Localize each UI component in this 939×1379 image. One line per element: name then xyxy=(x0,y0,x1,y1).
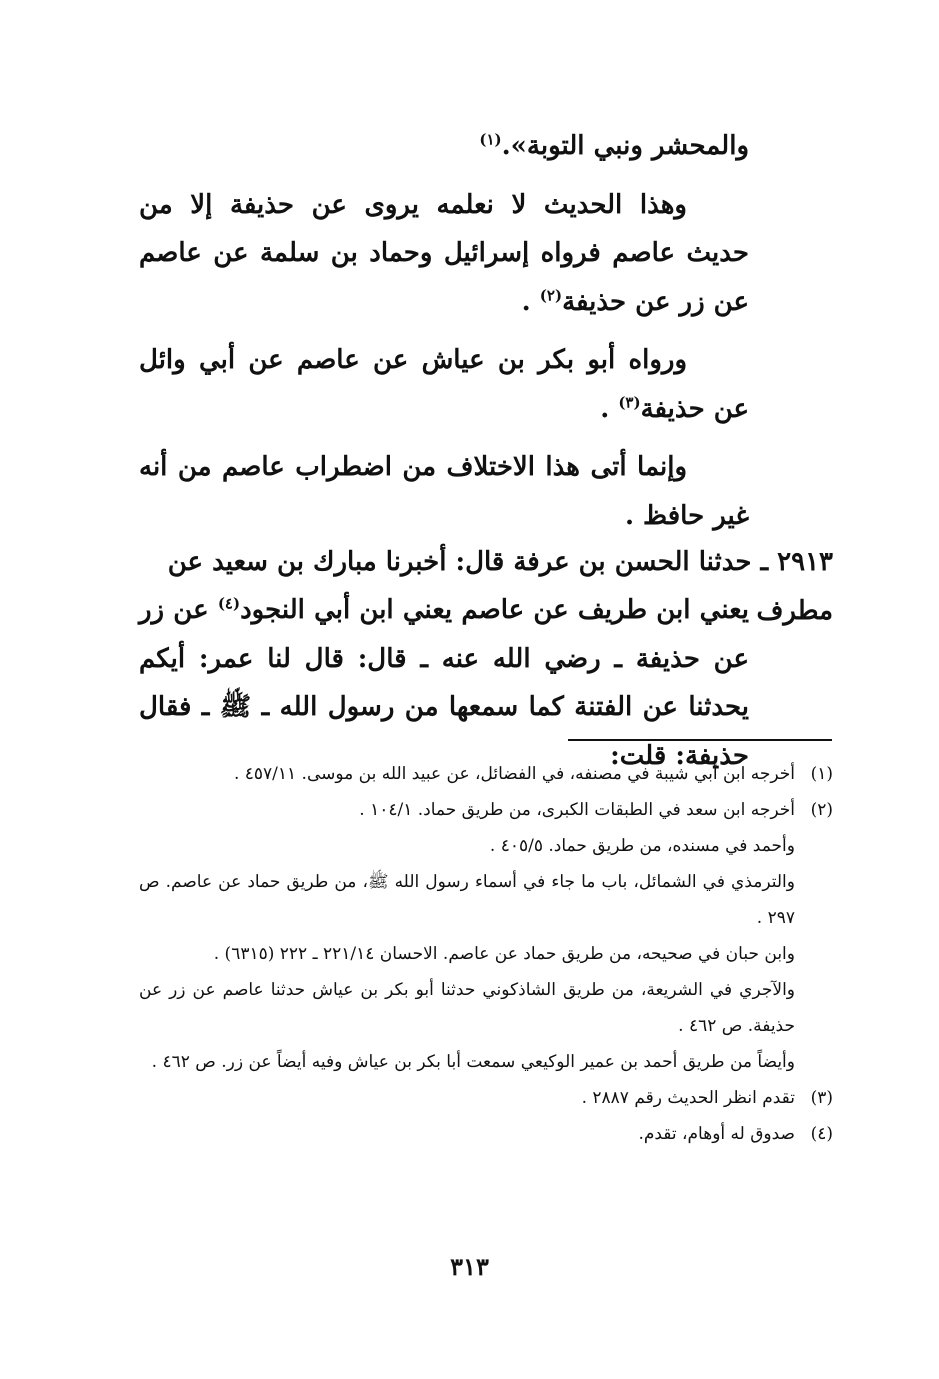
footnote-3-text: تقدم انظر الحديث رقم ٢٨٨٧ . xyxy=(581,1088,795,1108)
footnote-ref-2[interactable]: (٢) xyxy=(539,285,563,304)
footnote-2-continuation-5: وأيضاً من طريق أحمد بن عمير الوكيعي سمعت أبا بكر بن عياش وفيه أيضاً عن زر. ص ٤٦٢ . xyxy=(151,1052,795,1072)
footnote-2-continuation-2: والترمذي في الشمائل، باب ما جاء في أسماء رسول الله ﷺ، من طريق حماد عن عاصم. ص ٢٩٧ . xyxy=(139,872,795,928)
hadith-body-text-b: عن زر عن حذيفة ـ رضي الله عنه ـ قال: قال لنا عمر: أيكم يحدثنا عن الفتنة كما سمعها من رسول الله ـ ﷺ ـ فقال حذيفة: قلت: xyxy=(139,595,749,771)
footnotes xyxy=(139,756,833,1152)
page-number: ٣١٣ xyxy=(450,1252,489,1281)
footnote-separator xyxy=(568,739,832,741)
hadith-body-text-a: يعني ابن طريف عن عاصم يعني ابن أبي النجود xyxy=(240,595,749,625)
footnote-2-continuation-3: وابن حبان في صحيحه، من طريق حماد عن عاصم. الاحسان ٢٢١/١٤ ـ ٢٢٢ (٦٣١٥) . xyxy=(213,944,795,964)
footnote-4 xyxy=(139,1116,833,1152)
footnote-1-number: (١) xyxy=(810,764,833,784)
footnote-2-continuation-1: وأحمد في مسنده، من طريق حماد. ٤٠٥/٥ . xyxy=(489,836,795,856)
footnote-ref-1[interactable]: (١) xyxy=(479,130,502,149)
footnote-1-text: أخرجه ابن أبي شيبة في مصنفه، في الفضائل، عن عبيد الله بن موسى. ٤٥٧/١١ . xyxy=(233,764,795,784)
commentary-paragraph-2 xyxy=(139,336,749,433)
footnote-2-number: (٢) xyxy=(810,800,833,820)
footnote-2-text: أخرجه ابن سعد في الطبقات الكبرى، من طريق حماد. ١٠٤/١ . xyxy=(359,800,795,820)
commentary-paragraph-2-end: . xyxy=(600,393,619,424)
commentary-paragraph-1-end: . xyxy=(521,286,540,317)
commentary-paragraph-1-text: وهذا الحديث لا نعلمه يروى عن حذيفة إلا من حديث عاصم فرواه إسرائيل وحماد بن سلمة عن عاصم عن زر عن حذيفة xyxy=(139,189,749,317)
commentary-paragraph-1 xyxy=(139,181,749,327)
footnote-4-text: صدوق له أوهام، تقدم. xyxy=(638,1124,795,1144)
hadith-first-line: ـ حدثنا الحسن بن عرفة قال: أخبرنا مبارك بن سعيد عن مطرف xyxy=(167,547,833,626)
closing-line xyxy=(139,122,749,171)
main-text xyxy=(139,122,749,540)
hadith-number: ٢٩١٣ xyxy=(777,547,833,577)
footnote-2 xyxy=(139,792,833,828)
footnote-3 xyxy=(139,1080,833,1116)
footnote-3-number: (٣) xyxy=(810,1088,833,1108)
footnote-4-number: (٤) xyxy=(810,1124,833,1144)
hadith-body xyxy=(139,586,749,780)
footnote-2-continuation-4: والآجري في الشريعة، من طريق الشاذكوني حدثنا أبو بكر بن عياش حدثنا عاصم عن زر عن حذيفة. ص ٤٦٢ . xyxy=(139,980,795,1036)
footnote-ref-3[interactable]: (٣) xyxy=(618,392,641,411)
footnote-ref-4[interactable]: (٤) xyxy=(217,594,241,613)
closing-line-text: والمحشر ونبي التوبة». xyxy=(501,131,749,161)
footnote-1 xyxy=(139,756,833,792)
commentary-paragraph-2-text: ورواه أبو بكر بن عياش عن عاصم عن أبي وائل عن حذيفة xyxy=(139,345,749,424)
commentary-paragraph-3: وإنما أتى هذا الاختلاف من اضطراب عاصم من أنه غير حافظ . xyxy=(139,452,749,531)
